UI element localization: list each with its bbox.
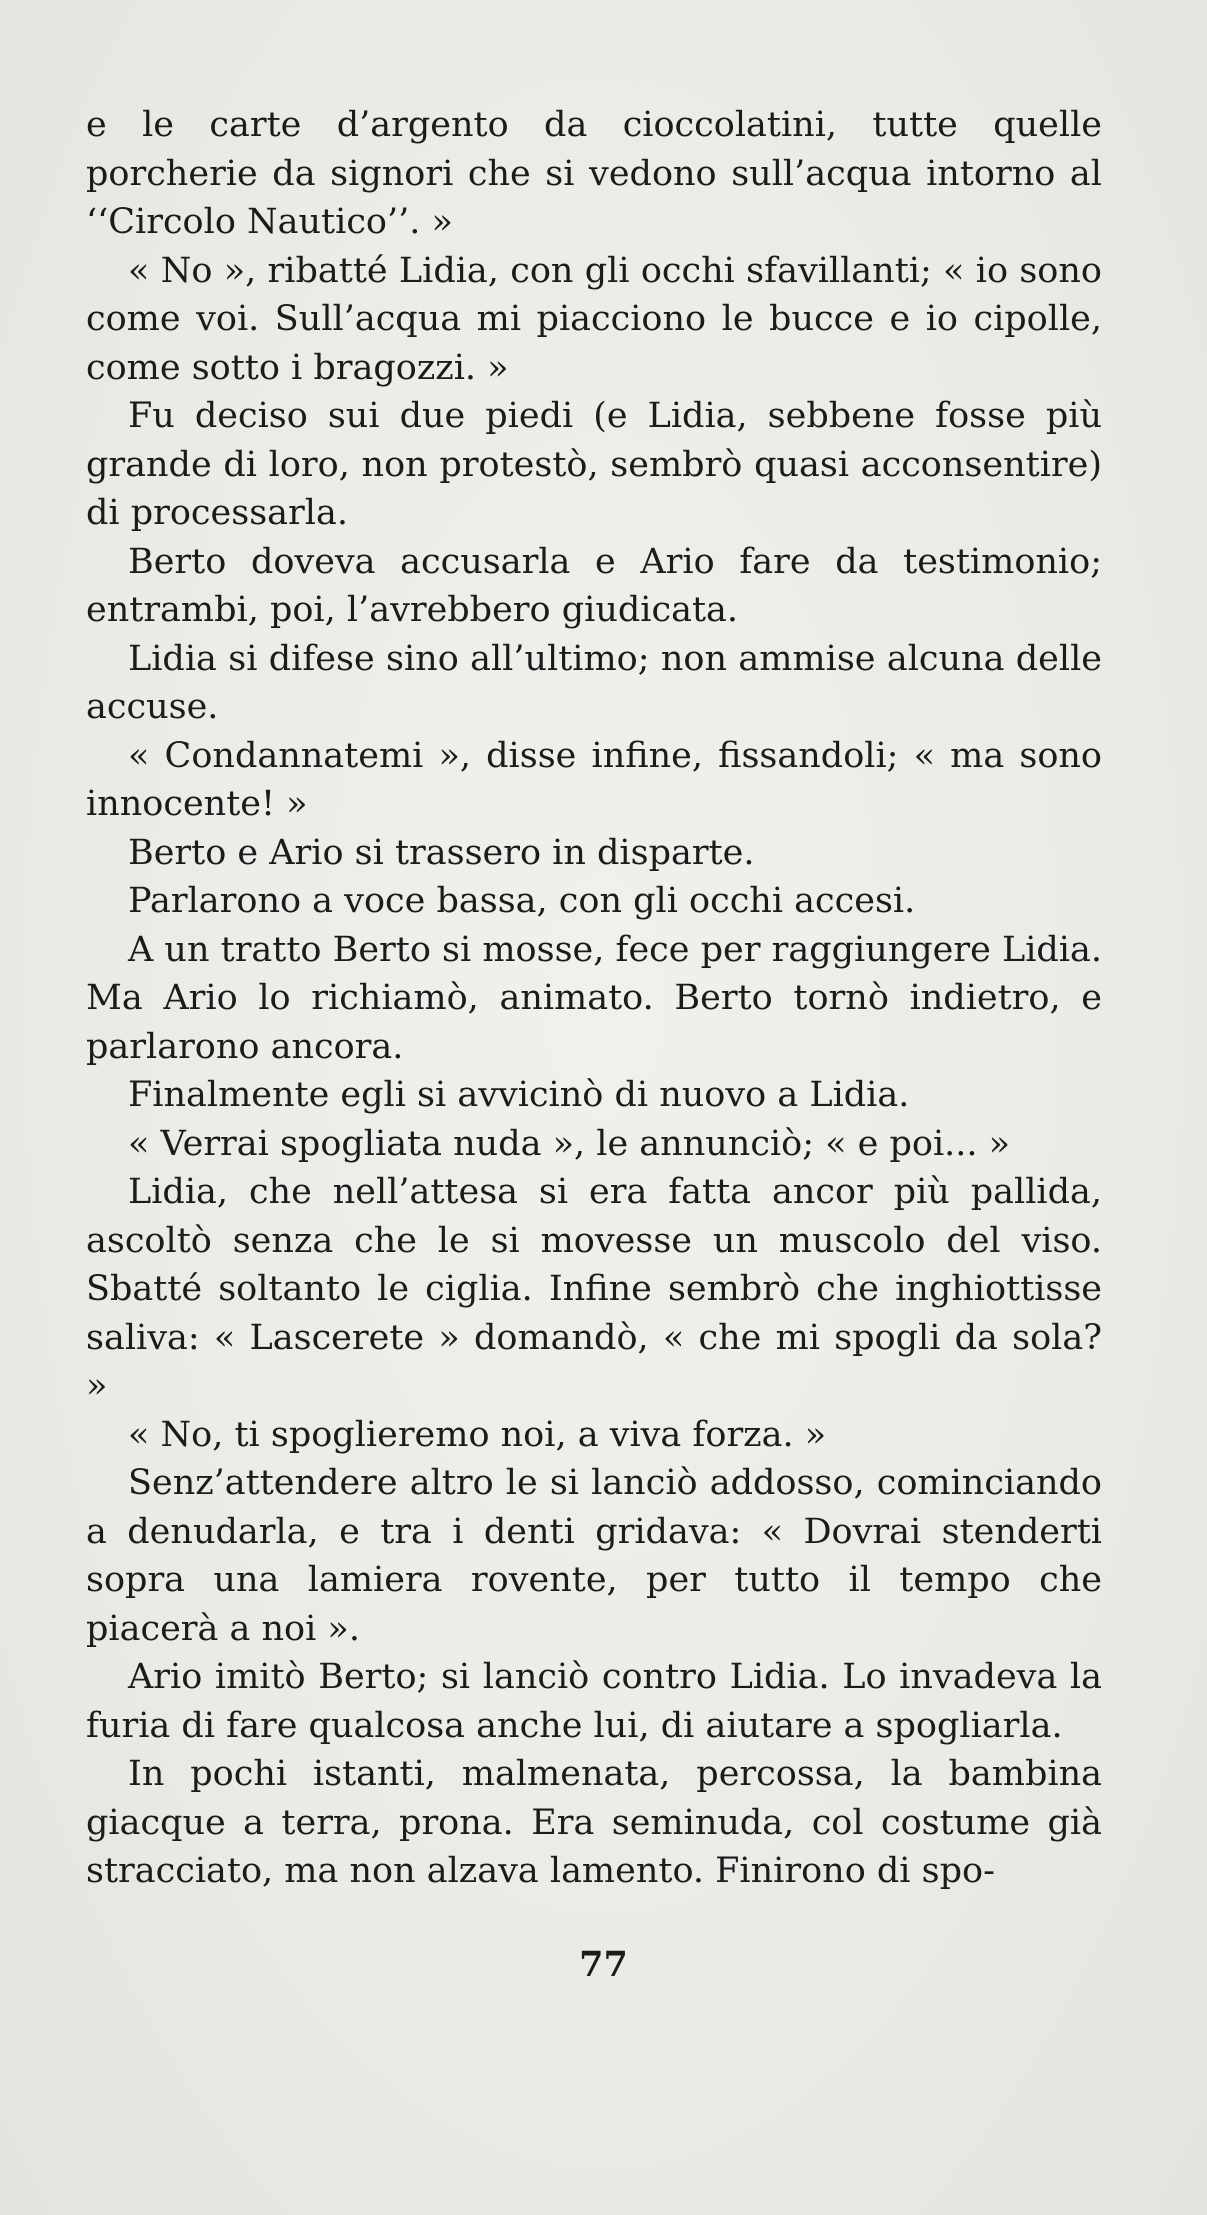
- body-text: [86, 101, 1102, 1896]
- paragraph: Parlarono a voce bassa, con gli occhi accesi.: [128, 881, 916, 921]
- paragraph: Lidia, che nell’attesa si era fatta ancor più pallida, ascoltò senza che le si movesse un muscolo del viso. Sbatté soltanto le ciglia. Infine sembrò che inghiottisse saliva: « Lascerete » domandò, « che mi spogli da sola? »: [86, 1172, 1102, 1406]
- paragraph: Finalmente egli si avvicinò di nuovo a Lidia.: [128, 1075, 910, 1115]
- paragraph: « Condannatemi », disse infine, fissandoli; « ma sono innocente! »: [86, 735, 1102, 824]
- paragraph: « Verrai spogliata nuda », le annunciò; « e poi... »: [128, 1123, 1011, 1164]
- paragraph: Berto e Ario si trassero in disparte.: [128, 832, 755, 873]
- paragraph: « No », ribatté Lidia, con gli occhi sfavillanti; « io sono come voi. Sull’acqua mi piacciono le bucce e io cipolle, come sotto i bragozzi. »: [86, 250, 1102, 388]
- paragraph: Ario imitò Berto; si lanciò contro Lidia. Lo invadeva la furia di fare qualcosa anche lui, di aiutare a spogliarla.: [86, 1657, 1102, 1746]
- paragraph: A un tratto Berto si mosse, fece per raggiungere Lidia. Ma Ario lo richiamò, animato. Berto tornò indietro, e parlarono ancora.: [86, 929, 1102, 1067]
- paragraph: « No, ti spoglieremo noi, a viva forza. »: [128, 1414, 827, 1455]
- paragraph: Lidia si difese sino all’ultimo; non ammise alcuna delle accuse.: [86, 638, 1102, 727]
- paragraph: e le carte d’argento da cioccolatini, tutte quelle porcherie da signori che si vedono sull’acqua intorno al ‘‘Circolo Nautico’’. »: [86, 105, 1102, 242]
- paragraph: Senz’attendere altro le si lanciò addosso, cominciando a denudarla, e tra i denti gridava: « Dovrai stenderti sopra una lamiera rovente, per tutto il tempo che piacerà a noi ».: [86, 1463, 1102, 1649]
- paragraph: Fu deciso sui due piedi (e Lidia, sebbene fosse più grande di loro, non protestò, sembrò quasi acconsentire) di processarla.: [86, 396, 1102, 533]
- paragraph: Berto doveva accusarla e Ario fare da testimonio; entrambi, poi, l’avrebbero giudicata.: [86, 541, 1102, 630]
- page-number: 77: [579, 1944, 628, 1985]
- paragraph: In pochi istanti, malmenata, percossa, la bambina giacque a terra, prona. Era seminuda, col costume già stracciato, ma non alzava lamento. Finirono di spo-: [86, 1754, 1102, 1891]
